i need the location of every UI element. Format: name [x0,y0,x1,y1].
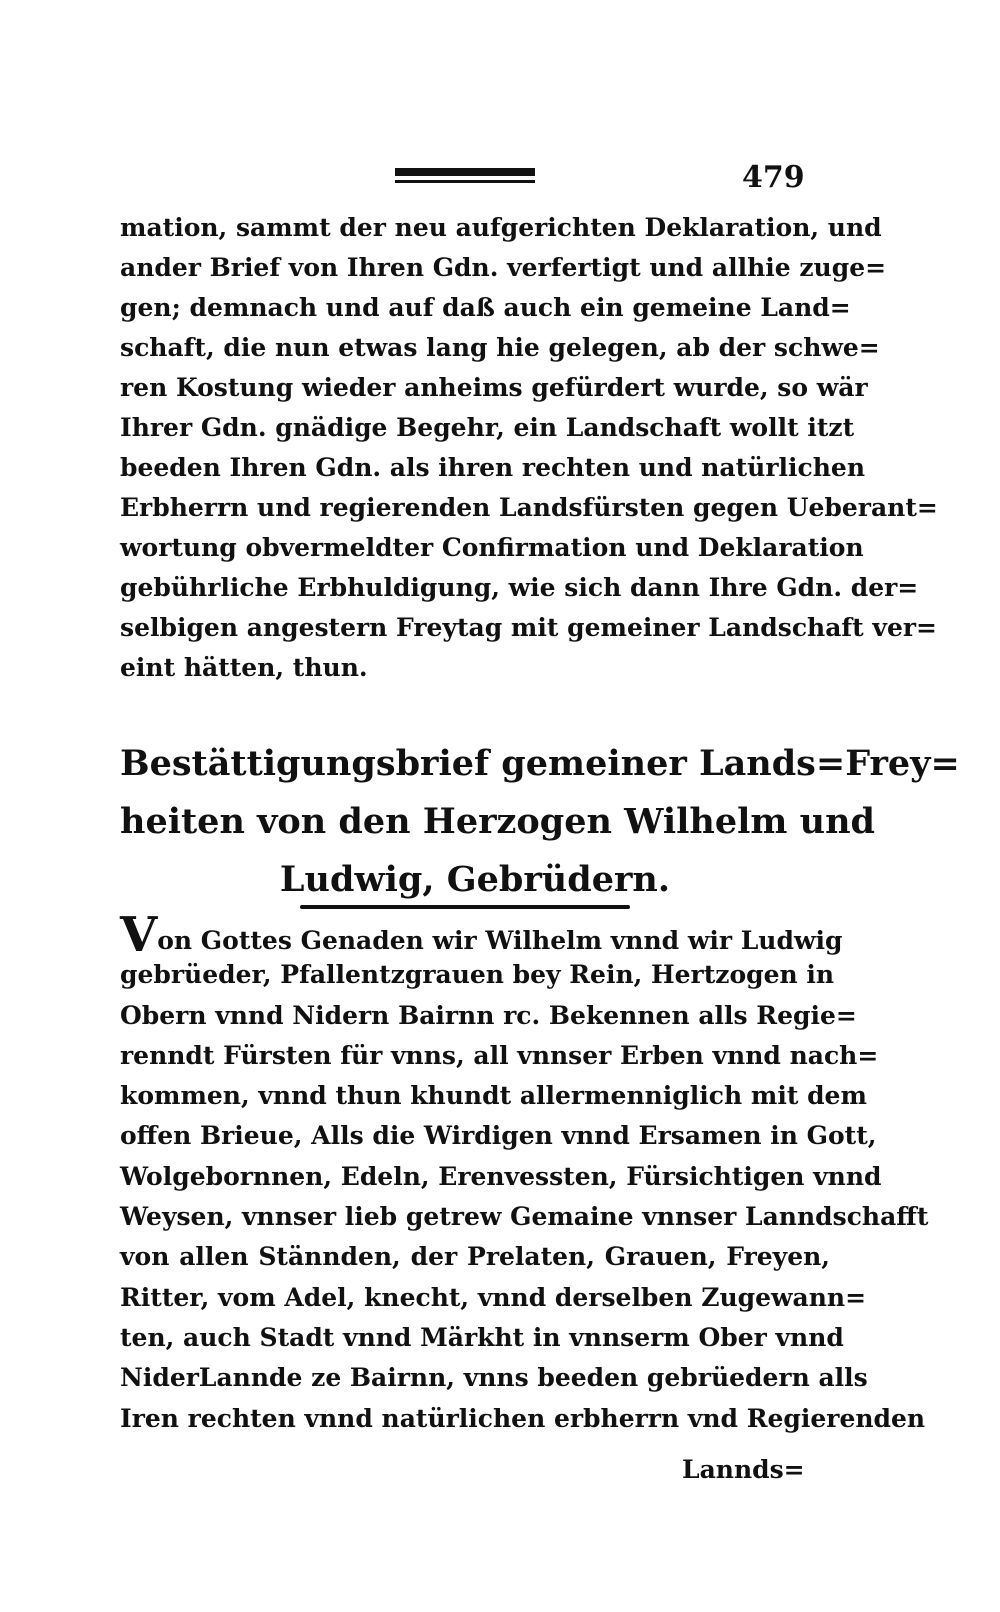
header-rule-thick [395,168,535,176]
first-line-text: on Gottes Genaden wir Wilhelm vnnd wir Ludwig [157,926,843,955]
text-line: gebührliche Erbhuldigung, wie sich dann Ihre Gdn. der= [120,573,919,602]
text-line: Obern vnnd Nidern Bairnn rc. Bekennen alls Regie= [120,1000,857,1030]
text-line: Weysen, vnnser lieb getrew Gemaine vnnser Lanndschafft [120,1202,929,1232]
header-rule-thin [395,180,535,183]
text-line: selbigen angestern Freytag mit gemeiner Landschaft ver= [120,613,937,642]
heading-line: heiten von den Herzogen Wilhelm und [120,801,876,842]
section-divider [300,905,630,909]
heading-line: Ludwig, Gebrüdern. [279,859,671,900]
text-line: eint hätten, thun. [120,653,368,682]
header-rule [395,168,535,186]
text-line: kommen, vnnd thun khundt allermenniglich mit dem [120,1081,867,1111]
heading-line: Bestättigungsbrief gemeiner Lands=Frey= [120,743,960,784]
text-line: Ritter, vom Adel, knecht, vnnd derselben Zugewann= [120,1282,867,1312]
text-line: renndt Fürsten für vnns, all vnnser Erben vnnd nach= [120,1040,879,1070]
text-line: beeden Ihren Gdn. als ihren rechten und natürlichen [120,453,865,482]
text-line: Wolgebornnen, Edeln, Erenvessten, Fürsichtigen vnnd [120,1161,882,1191]
text-line: Erbherrn und regierenden Landsfürsten gegen Ueberant= [120,493,938,522]
document-text [120,907,929,1439]
text-line: ren Kostung wieder anheims gefürdert wurde, so wär [120,373,868,402]
page-number: 479 [742,160,805,195]
text-line-first [120,907,843,963]
text-line: gen; demnach und auf daß auch ein gemeine Land= [120,293,851,322]
text-line: NiderLannde ze Bairnn, vnns beeden gebrüedern alls [120,1363,868,1393]
text-line: Ihrer Gdn. gnädige Begehr, ein Landschaft wollt itzt [120,413,855,442]
text-line: ander Brief von Ihren Gdn. verfertigt und allhie zuge= [120,253,887,282]
text-line: mation, sammt der neu aufgerichten Deklaration, und [120,213,882,242]
catchword: Lannds= [682,1455,805,1484]
section-heading [120,735,960,909]
text-line: Iren rechten vnnd natürlichen erbherrn vnd Regierenden [120,1403,926,1433]
text-line: schaft, die nun etwas lang hie gelegen, ab der schwe= [120,333,880,362]
preceding-paragraph [120,208,938,688]
drop-cap: V [120,907,158,963]
text-line: ten, auch Stadt vnnd Märkht in vnnserm Ober vnnd [120,1322,844,1352]
text-line: gebrüeder, Pfallentzgrauen bey Rein, Hertzogen in [120,960,835,990]
text-line: offen Brieue, Alls die Wirdigen vnnd Ersamen in Gott, [120,1121,877,1151]
text-line: wortung obvermeldter Confirmation und Deklaration [120,533,864,562]
text-line: von allen Stännden, der Prelaten, Grauen, Freyen, [120,1242,830,1272]
